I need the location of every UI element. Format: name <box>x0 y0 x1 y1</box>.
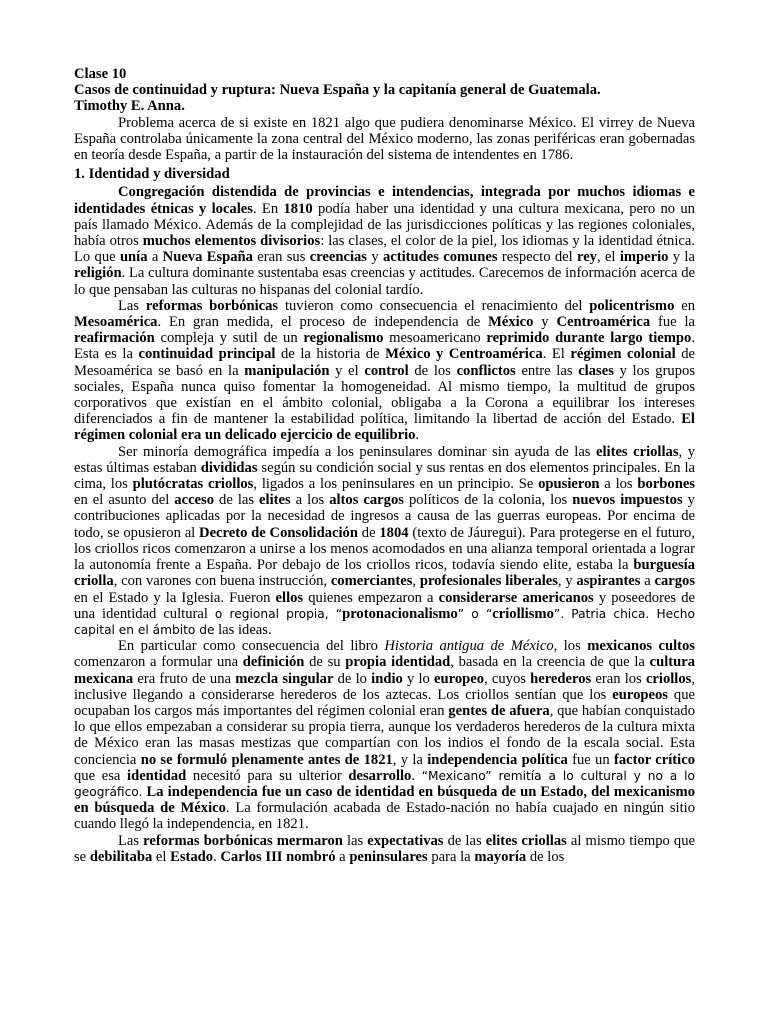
bold-phrase: desarrollo <box>348 767 412 784</box>
bold-phrase: La independencia fue un caso de identidad en búsqueda de un Estado, del mexicanismo en búsqueda de México <box>74 783 695 817</box>
bold-phrase: indio <box>371 670 403 687</box>
text-run: de las <box>443 832 486 849</box>
bold-phrase: reprimido durante largo tiempo <box>486 330 692 347</box>
body-paragraph-5 <box>74 833 695 865</box>
text-run: , inclusive llegando a considerarse herederos de los aztecas. Los criollos sentían que los <box>74 670 695 703</box>
bold-phrase: Mesoamérica <box>74 314 158 331</box>
text-run: . En gran medida, el proceso de independencia de <box>157 314 489 331</box>
text-run: o regional propia, “ <box>214 606 343 621</box>
text-run: , cuyos <box>484 670 531 687</box>
text-run: y contribuciones aplicadas por la necesidad de ingresos a causa de las guerras europeas. Por encima de todo, se opusieron al <box>74 492 695 541</box>
bold-phrase: nuevos impuestos <box>572 492 683 509</box>
text-run: de lo <box>333 670 372 687</box>
text-run: . <box>411 767 422 784</box>
bold-phrase: criollismo <box>492 605 554 622</box>
text-run: ”. Patria chica. Hecho capital en el ámbito de <box>74 606 695 637</box>
bold-phrase: Nueva España <box>162 249 253 266</box>
text-run: de la historia de <box>275 346 386 363</box>
bold-phrase: reformas borbónicas <box>145 297 279 314</box>
text-run: de <box>357 524 380 541</box>
bold-phrase: debilitaba <box>89 848 153 865</box>
text-run: de los <box>408 362 457 379</box>
text-run: de Mesoamérica se basó en la <box>74 346 695 379</box>
text-run: fue la <box>650 314 696 331</box>
bold-phrase: criollos <box>645 670 692 687</box>
bold-phrase: no se formuló plenamente antes de 1821 <box>140 751 393 768</box>
text-run: era fruto de una <box>133 670 236 687</box>
text-run: . La formulación acabada de Estado-nación no había cuajado en ningún sitio cuando llegó la independencia, en 1821. <box>74 800 696 833</box>
text-run: que esa <box>74 767 128 784</box>
text-run: en el Estado y la Iglesia. Fueron <box>74 589 276 606</box>
text-run: comenzaron a formular una <box>74 654 243 671</box>
body-paragraph-3 <box>74 444 695 638</box>
text-run: y lo <box>402 670 435 687</box>
bold-phrase: propia identidad <box>345 654 451 671</box>
text-run: las <box>342 832 368 849</box>
bold-phrase: gentes de afuera <box>448 702 550 719</box>
bold-phrase: altos cargos <box>329 492 404 509</box>
text-run: , basada en la creencia de que la <box>450 654 650 671</box>
bold-phrase: divididas <box>200 459 258 476</box>
bold-phrase: reformas borbónicas mermaron <box>143 832 343 849</box>
text-run: “Mexicano” remitía a lo cultural y no a lo geográfico. <box>74 768 695 799</box>
bold-phrase: Estado <box>170 848 214 865</box>
bold-phrase: reafirmación <box>74 330 155 347</box>
text-run: , los <box>553 638 588 655</box>
bold-phrase: identidad <box>127 767 187 784</box>
text-run: quienes empezaron a <box>303 589 439 606</box>
bold-phrase: mayoría <box>474 848 527 865</box>
text-run: (texto de Jáuregui). Para protegerse en el futuro, los criollos ricos comenzaron a unirse a los menos acomodados en una alianza temporal orientada a lograr la autonomía frente a España. Por debajo de los criollos ricos, todavía siendo elite, estaba la <box>74 524 695 574</box>
document-title: Casos de continuidad y ruptura: Nueva España y la capitanía general de Guatemala. <box>74 82 601 99</box>
bold-phrase: acceso <box>174 492 215 509</box>
bold-phrase: creencias <box>309 249 367 266</box>
body-paragraph-1 <box>74 184 695 297</box>
bold-phrase: mezcla singular <box>235 670 334 687</box>
text-run: para la <box>427 848 475 865</box>
text-run: , y la <box>392 751 428 768</box>
text-run: . En <box>252 200 284 217</box>
bold-phrase: europeo <box>434 670 485 687</box>
bold-phrase: Decreto de Consolidación <box>199 524 358 541</box>
bold-phrase: mexicanos cultos <box>587 638 695 655</box>
text-run: mesoamericano <box>383 330 487 347</box>
bold-phrase: México <box>488 314 534 331</box>
text-run: a los <box>290 492 330 509</box>
text-run: eran sus <box>252 249 310 266</box>
bold-phrase: conflictos <box>456 362 516 379</box>
text-run: , y estas últimas estaban <box>74 443 695 476</box>
bold-phrase: control <box>364 362 409 379</box>
bold-phrase: opusieron <box>538 476 600 493</box>
text-run: y la <box>668 249 695 266</box>
bold-phrase: ellos <box>275 589 304 606</box>
text-run: eran los <box>591 670 646 687</box>
bold-phrase: clases <box>578 362 614 379</box>
text-run: de su <box>304 654 346 671</box>
body-paragraph-4 <box>74 638 695 832</box>
text-run: el <box>152 848 171 865</box>
text-run: compleja y sutil de un <box>154 330 304 347</box>
text-run: Ser minoría demográfica impedía a los peninsulares dominar sin ayuda de las <box>118 443 596 460</box>
bold-phrase: protonacionalismo <box>342 605 458 622</box>
text-run: entre las <box>515 362 579 379</box>
text-run: en <box>674 297 695 314</box>
text-run: podía haber una identidad y una cultura mexicana, pero no un país llamado México. Además de la complejidad de las jurisdicciones políticas y las regiones coloniales, había otros <box>74 200 695 250</box>
text-run: que ocupaban los cargos más importantes del régimen colonial eran <box>74 686 695 719</box>
bold-phrase: comerciantes <box>330 573 413 590</box>
bold-phrase: unía <box>119 249 148 266</box>
text-run: necesitó para su ulterior <box>186 767 349 784</box>
text-run: , y <box>557 573 577 590</box>
text-run: a <box>147 249 163 266</box>
bold-phrase: El régimen colonial era un delicado ejercicio de equilibrio <box>74 411 695 444</box>
text-run: las ideas. <box>214 621 272 638</box>
bold-phrase: europeos <box>612 686 668 703</box>
text-run: fue un <box>567 751 614 768</box>
bold-phrase: considerarse americanos <box>438 589 594 606</box>
author-name: Timothy E. Anna. <box>74 98 185 115</box>
text-run: y el <box>329 362 365 379</box>
italic-title: Historia antigua de México <box>384 638 554 655</box>
bold-phrase: Carlos III nombró <box>220 848 336 865</box>
text-run: Las <box>118 297 146 314</box>
bold-phrase: continuidad principal <box>138 346 276 363</box>
text-run: . La cultura dominante sustentaba esas creencias y actitudes. Carecemos de información acerca de lo que pensaban las culturas no hispanas del colonial tardío. <box>74 265 695 298</box>
text-run: , el <box>596 249 620 266</box>
bold-phrase: Congregación distendida de provincias e intendencias, integrada por muchos idiomas e identidades étnicas y locales <box>74 184 695 217</box>
bold-phrase: definición <box>242 654 305 671</box>
text-run: y <box>533 314 557 331</box>
text-run: a <box>640 573 655 590</box>
text-run: según su condición social y sus rentas en dos elementos principales. En la cima, los <box>74 459 695 493</box>
bold-phrase: Centroamérica <box>556 314 651 331</box>
text-run: ” o “ <box>457 606 493 621</box>
bold-phrase: regionalismo <box>303 330 384 347</box>
text-run: . El <box>542 346 571 363</box>
bold-phrase: elites criollas <box>596 443 679 460</box>
intro-paragraph: Problema acerca de si existe en 1821 algo que pudiera denominarse México. El virrey de Nueva España controlaba únicamente la zona central del México moderno, las zonas periféricas eran gobernadas en teoría desde España, a partir de la instauración del sistema de intendentes en 1786. <box>74 114 695 164</box>
bold-phrase: elites criollas <box>485 832 567 849</box>
bold-phrase: profesionales liberales <box>419 573 558 590</box>
bold-phrase: 1810 <box>283 200 313 217</box>
text-run: Las <box>118 832 144 849</box>
text-run: a los <box>599 476 638 493</box>
section-heading: 1. Identidad y diversidad <box>74 166 230 183</box>
bold-phrase: cultura mexicana <box>74 654 695 687</box>
bold-phrase: rey <box>576 249 597 266</box>
text-run: políticos de la colonia, los <box>403 492 573 509</box>
bold-phrase: manipulación <box>244 362 330 379</box>
bold-phrase: imperio <box>619 249 669 266</box>
body-paragraph-2 <box>74 298 695 444</box>
bold-phrase: expectativas <box>367 832 444 849</box>
text-run: en el asunto del <box>74 492 175 509</box>
text-run: , que habían conquistado lo que ellos empezaban a considerar su propia tierra, aunque los verdaderos herederos de la cultura mixta de México eran las masas mestizas que compartían con los indios el fondo de la escala social. Esta conciencia <box>74 702 695 768</box>
bold-phrase: México y Centroamérica <box>385 346 543 363</box>
bold-phrase: independencia política <box>427 751 568 768</box>
bold-phrase: cargos <box>654 573 696 590</box>
bold-phrase: plutócratas criollos <box>132 476 254 493</box>
text-run: , con varones con buena instrucción, <box>113 573 331 590</box>
text-run: . <box>415 427 420 444</box>
bold-phrase: peninsulares <box>349 848 428 865</box>
bold-phrase: factor crítico <box>613 751 695 768</box>
text-run: . Esta es la <box>74 330 696 363</box>
bold-phrase: elites <box>259 492 291 509</box>
text-run: . <box>213 848 221 865</box>
text-run: a <box>335 848 350 865</box>
bold-phrase: aspirantes <box>576 573 641 590</box>
text-run: de los <box>526 848 565 865</box>
text-run: tuvieron como consecuencia el renacimiento del <box>278 297 590 314</box>
text-run: y <box>367 249 383 266</box>
bold-phrase: muchos elementos divisorios <box>142 233 321 250</box>
bold-phrase: actitudes comunes <box>382 249 498 266</box>
bold-phrase: borbones <box>637 476 695 493</box>
text-run: al mismo tiempo que se <box>74 832 695 865</box>
text-run: y poseedores de una identidad cultural <box>74 589 695 622</box>
text-run: respecto del <box>497 249 577 266</box>
text-run: , <box>412 573 420 590</box>
text-run: de las <box>214 492 260 509</box>
bold-phrase: 1804 <box>379 524 409 541</box>
bold-phrase: burguesía criolla <box>74 557 695 590</box>
bold-phrase: religión <box>74 265 122 282</box>
class-label: Clase 10 <box>74 66 127 82</box>
bold-phrase: herederos <box>530 670 592 687</box>
text-run: y los grupos sociales, España nunca quiso fomentar la homogeneidad. Al mismo tiempo, la multitud de grupos corporativos que existían en el ámbito colonial, obligaba a la Corona a equilibrar los intereses diferenciados a fin de mantener la estabilidad política, limitando la libertad de acción del Estado. <box>74 362 696 428</box>
text-run: , ligados a los peninsulares en un principio. Se <box>253 476 539 493</box>
bold-phrase: policentrismo <box>589 297 675 314</box>
text-run: : las clases, el color de la piel, los idiomas y la identidad étnica. Lo que <box>74 233 695 266</box>
text-run: En particular como consecuencia del libro <box>118 638 385 655</box>
bold-phrase: régimen colonial <box>570 346 676 363</box>
